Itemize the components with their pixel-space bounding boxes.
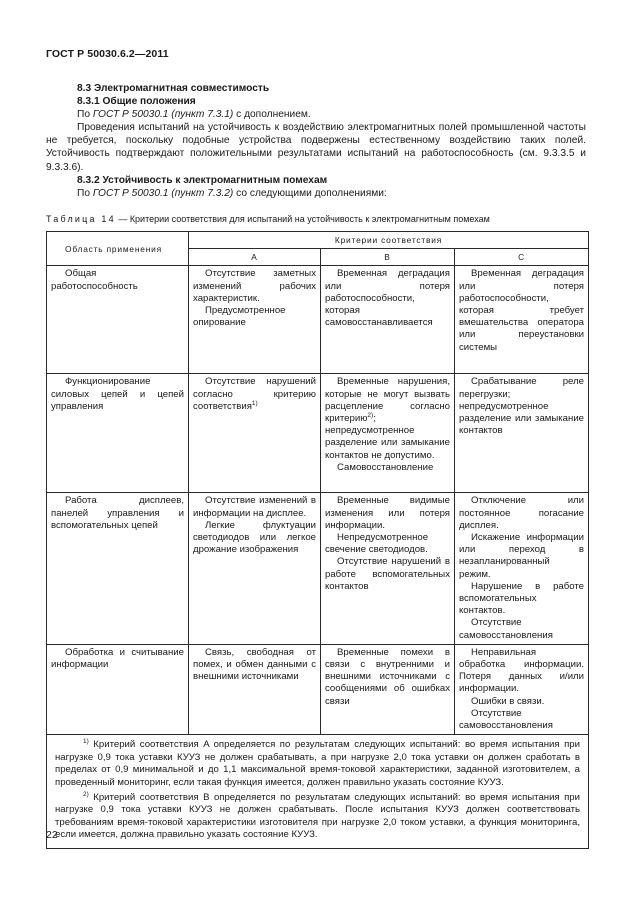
- footnote-1: $^{1)}$ Критерий соответствия A определяется по результатам следующих испытаний: во время испытания при нагрузке 0,9 тока уставки КУУЗ не должен срабатывать, а при нагрузке 2,0 тока уставки он должен сработать в пределах от 0,9 минимальной и до 1,1 максимальной время-токовой характеристики, заданной изготовителем, а проведенный мониторинг, если такая функция имеется, должен правильно указать состояние КУУЗ.: [55, 738, 581, 789]
- table-row: [47, 374, 589, 493]
- intro-suffix: с дополнением.: [233, 109, 311, 120]
- row-area: Работа дисплеев, панелей управления и вспомогательных цепей: [47, 493, 189, 644]
- header-col-a: A: [189, 249, 321, 266]
- document-header: ГОСТ Р 50030.6.2—2011: [46, 48, 169, 60]
- cell-c: Временная деградация или потеря работоспособности, которая требует вмешательства оператора или переустановки системы: [455, 266, 589, 374]
- table-caption: [46, 214, 606, 224]
- cell-c: Отключение или постоянное погасание дисплея. Искажение информации или переход в незапланированный режим. Нарушение в работе вспомогательных контактов. Отсутствие самовосстановления: [455, 493, 589, 644]
- row-area: Общая работоспособность: [47, 266, 189, 374]
- row-area: Обработка и считывание информации: [47, 644, 189, 734]
- section-8-3-1-title: 8.3.1 Общие положения: [77, 96, 196, 107]
- standard-reference[interactable]: ГОСТ Р 50030.1 (пункт 7.3.2): [92, 188, 234, 199]
- cell-b: Временные нарушения, которые не могут вызвать расцепление согласно критерию$^{2)}$; непредусмотренное разделение или замыкание контактов не допустимо. Самовосстановление: [321, 374, 455, 493]
- table-notes-row: [47, 735, 589, 849]
- body-text: Проведения испытаний на устойчивость к воздействию электромагнитных полей промышленной частоты не требуется, поскольку подобные устройства подвержены естественному воздействию таких полей. Устойчивость подтверждают положительными результатами испытаний на работоспособность (см. 9.3.3.5 и 9.3.3.6).: [46, 122, 586, 173]
- table-row: [47, 644, 589, 734]
- header-col-c: C: [455, 249, 589, 266]
- section-8-3-2-title: 8.3.2 Устойчивость к электромагнитным помехам: [77, 175, 328, 186]
- header-criteria: Критерии соответствия: [189, 232, 589, 249]
- cell-a: Связь, свободная от помех, и обмен данными с внешними источниками: [189, 644, 321, 734]
- section-8-3-1-intro: [77, 108, 597, 121]
- table-caption-text: — Критерии соответствия для испытаний на устойчивость к электромагнитным помехам: [115, 214, 490, 224]
- table-header-row: [47, 232, 589, 249]
- cell-c: Срабатывание реле перегрузки; непредусмотренное разделение или замыкание контактов: [455, 374, 589, 493]
- table-row: [47, 493, 589, 644]
- cell-c: Неправильная обработка информации. Потеря данных и/или информации. Ошибки в связи. Отсутствие самовосстановления: [455, 644, 589, 734]
- table-row: [47, 266, 589, 374]
- footnote-2: $^{2)}$ Критерий соответствия B определяется по результатам следующих испытаний: во время испытания при нагрузке 0,9 тока уставки КУУЗ не должен срабатывать. После испытания КУУЗ должен соответствовать требованиям время-токовой характеристики изготовителя при нагрузке 2,0 током уставки, а функция мониторинга, если имеется, должна правильно указать состояние КУУЗ.: [55, 790, 581, 841]
- cell-a: Отсутствие заметных изменений рабочих характеристик. Предусмотренное опирование: [189, 266, 321, 374]
- header-col-b: B: [321, 249, 455, 266]
- cell-b: Временные помехи в связи с внутренними и внешними источниками с сообщениями об ошибках связи: [321, 644, 455, 734]
- criteria-table: [46, 231, 589, 849]
- cell-a: Отсутствие изменений в информации на дисплее. Легкие флуктуации светодиодов или легкое дрожание изображения: [189, 493, 321, 644]
- footnote-ref[interactable]: 1): [251, 399, 258, 407]
- intro-suffix: со следующими дополнениями:: [233, 188, 387, 199]
- standard-reference[interactable]: ГОСТ Р 50030.1 (пункт 7.3.1): [92, 109, 234, 120]
- table-caption-label: Таблица 14: [46, 214, 116, 224]
- section-8-3-title: 8.3 Электромагнитная совместимость: [77, 83, 270, 94]
- row-area: Функционирование силовых цепей и цепей управления: [47, 374, 189, 493]
- footnote-mark: 2): [83, 790, 89, 798]
- footnote-mark: 1): [83, 738, 89, 746]
- header-area: Область применения: [47, 232, 189, 266]
- section-8-3-1-body: [46, 121, 586, 174]
- intro-prefix: По: [77, 188, 93, 199]
- cell-b: Временная деградация или потеря работоспособности, которая самовосстанавливается: [321, 266, 455, 374]
- intro-prefix: По: [77, 109, 93, 120]
- section-8-3-2-intro: [77, 187, 597, 200]
- page-number: 22: [46, 829, 58, 841]
- table-notes: [47, 735, 589, 849]
- cell-a: Отсутствие нарушений согласно критерию соответствия$^{1)}$: [189, 374, 321, 493]
- footnote-ref[interactable]: 2): [367, 411, 374, 419]
- cell-b: Временные видимые изменения или потеря информации. Непредусмотренное свечение светодиодов. Отсутствие нарушений в работе вспомогательных контактов: [321, 493, 455, 644]
